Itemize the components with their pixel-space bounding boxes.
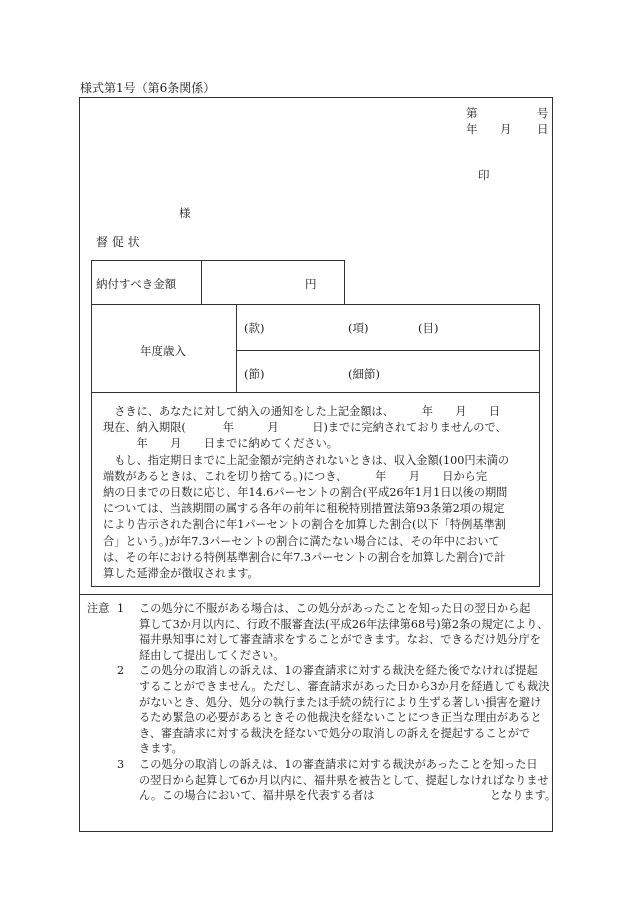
note-line: ん。この場合において、福井県を代表する者は となります。 [139, 789, 557, 803]
amount-label: 納付すべき金額 [96, 277, 177, 291]
note-line: の翌日から起算して6か月以内に、福井県を被告として、提起しなければなりませ [139, 773, 549, 787]
number-label-prefix: 第 [466, 106, 478, 120]
note-line: 算して3か月以内に、行政不服審査法(平成26年法律第68号)第2条の規定により、 [139, 617, 549, 631]
body-line: さきに、あなたに対して納入の通知をした上記金額は、 年 月 日 [103, 405, 501, 418]
note-item [87, 757, 557, 804]
budget-kan: (款) [244, 321, 265, 335]
note-line: 経由して提出してください。 [139, 648, 285, 662]
note-line: この処分の取消しの訴えは、1の審査請求に対する裁決があったことを知った日 [139, 757, 538, 771]
body-line: により告示された割合に年1パーセントの割合を加算した割合(以下「特例基準割 [103, 518, 506, 532]
body-line: 年 月 日までに納めてください。 [103, 437, 338, 451]
date-year-label: 年 [466, 122, 478, 136]
body-line: 合」という。)が年7.3パーセントの割合に満たない場合には、その年中において [103, 534, 500, 548]
note-line: この処分に不服がある場合は、この処分があったことを知った日の翌日から起 [139, 602, 531, 615]
document-title: 督 促 状 [96, 235, 140, 249]
form-number-heading: 様式第1号（第6条関係） [80, 81, 216, 95]
note-number: 3 [117, 757, 125, 771]
note-item [87, 601, 549, 663]
notes-label: 注意 [87, 602, 110, 615]
note-number: 2 [117, 664, 125, 678]
body-line: 算した延滞金が徴収されます。 [103, 567, 259, 581]
amount-unit: 円 [305, 277, 317, 291]
note-line: るため緊急の必要があるときその他裁決を経ないことにつき正当な理由があると [139, 711, 542, 725]
notes-section [87, 601, 557, 804]
note-line: がないとき、処分、処分の執行または手続の続行により生ずる著しい損害を避け [139, 695, 542, 709]
budget-setsu: (節) [244, 367, 265, 381]
note-item [87, 663, 549, 757]
body-line: は、その年における特例基準割合に年7.3パーセントの割合を加算した割合)で計 [103, 550, 506, 564]
budget-kou: (項) [348, 321, 369, 335]
body-line: 端数があるときは、これを切り捨てる。)につき、 年 月 日から完 [103, 469, 488, 483]
note-line: 福井県知事に対して審査請求をすることができます。なお、できるだけ処分庁を [139, 633, 541, 647]
budget-saimoku: (細節) [348, 367, 380, 381]
addressee-suffix: 様 [179, 206, 191, 220]
seal-mark: 印 [478, 168, 490, 182]
notice-body [103, 404, 533, 582]
budget-moku: (目) [418, 321, 439, 335]
number-label-suffix: 号 [537, 106, 549, 120]
body-line: もし、指定期日までに上記金額が完納されないときは、収入金額(100円未満の [103, 453, 510, 467]
date-month-label: 月 [500, 122, 512, 136]
budget-year-label: 年度歳入 [140, 344, 186, 358]
body-line: 納の日までの日数に応じ、年14.6パーセントの割合(平成26年1月1日以後の期間 [103, 486, 508, 500]
note-line: この処分の取消しの訴えは、1の審査請求に対する裁決を経た後でなければ提起 [139, 664, 538, 678]
body-line: については、当該期間の属する各年の前年に租税特別措置法第93条第2項の規定 [103, 502, 505, 516]
note-line: することができません。ただし、審査請求があった日から3か月を経過しても裁決 [139, 679, 550, 693]
note-line: きます。 [139, 742, 183, 756]
note-number: 1 [117, 602, 125, 615]
body-line: 現在、納入期限( 年 月 日)までに完納されておりませんので、 [103, 421, 507, 435]
date-day-label: 日 [537, 122, 549, 136]
note-line: き、審査請求に対する裁決を経ないで処分の取消しの訴えを提起することがで [139, 726, 531, 740]
